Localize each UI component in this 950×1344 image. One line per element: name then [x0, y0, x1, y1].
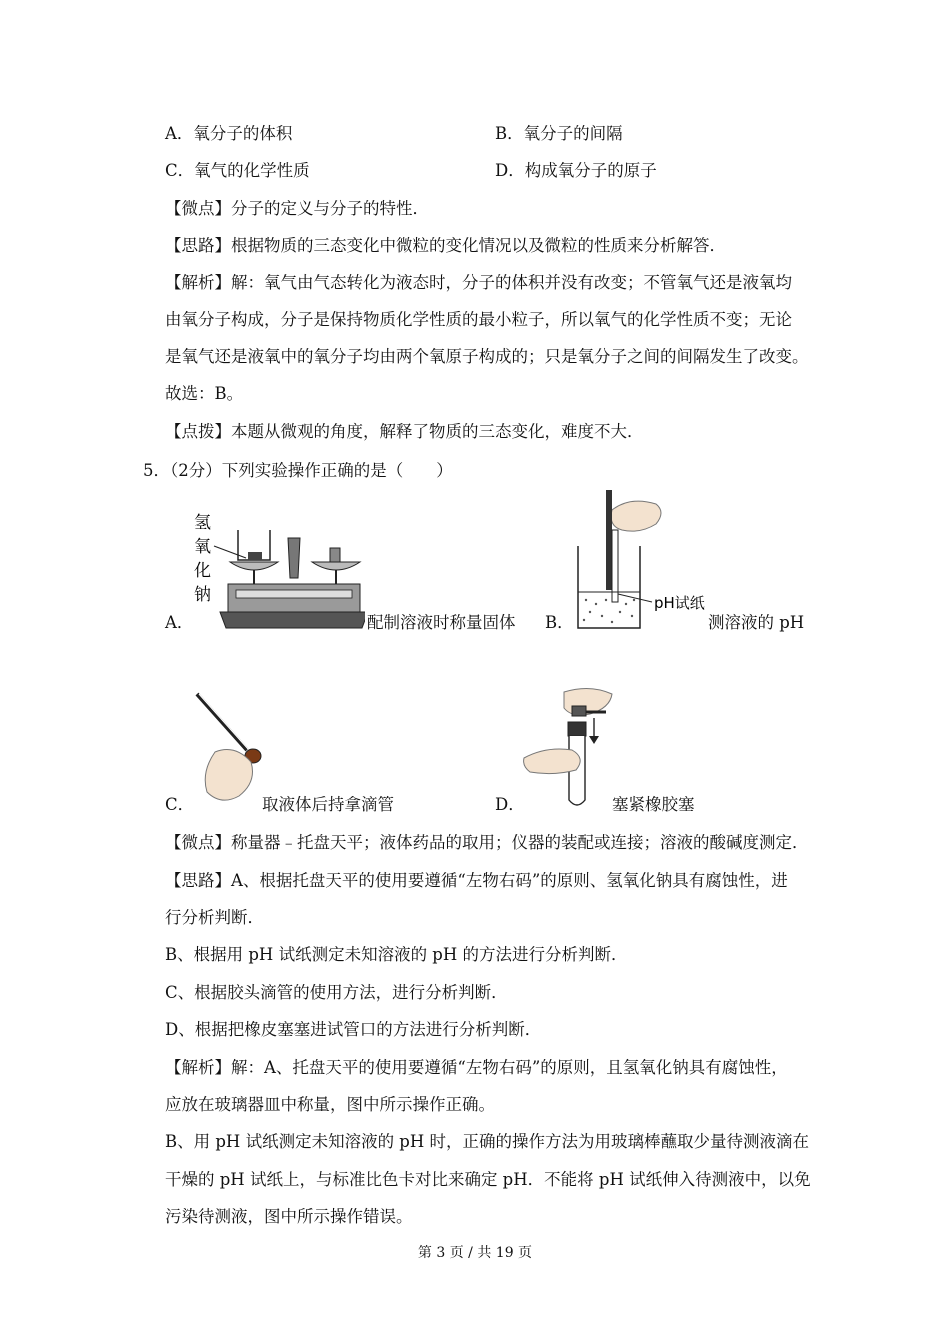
option-b-caption: 测溶液的 pH [708, 613, 805, 632]
option-c-caption: 取液体后持拿滴管 [262, 795, 394, 814]
q4-weidian: 【微点】分子的定义与分子的特性． [165, 199, 429, 218]
q5-jiexi-a-line-1: 【解析】解：A、托盘天平的使用要遵循“左物右码”的原则，且氢氧化钠具有腐蚀性， [165, 1058, 788, 1077]
fig-char-4: 钠 [194, 585, 211, 605]
q5-silu-c: C、根据胶头滴管的使用方法，进行分析判断． [165, 983, 508, 1002]
q5-jiexi-a-line-2: 应放在玻璃器皿中称量，图中所示操作正确。 [165, 1095, 495, 1114]
q5-weidian: 【微点】称量器﹣托盘天平；液体药品的取用；仪器的装配或连接；溶液的酸碱度测定． [165, 833, 809, 852]
option-a: A．氧分子的体积 [165, 124, 293, 143]
q5-jiexi-b-line-3: 污染待测液，图中所示操作错误。 [165, 1207, 413, 1226]
q4-jiexi-line-2: 由氧分子构成，分子是保持物质化学性质的最小粒子，所以氧气的化学性质不变；无论 [165, 310, 792, 329]
q4-jiexi-line-3: 是氧气还是液氧中的氧分子均由两个氧原子构成的；只是氧分子之间的间隔发生了改变。 [165, 347, 809, 366]
q5-silu-line-2: 行分析判断． [165, 908, 264, 927]
q5-silu-line-1: 【思路】A、根据托盘天平的使用要遵循“左物右码”的原则、氢氧化钠具有腐蚀性，进 [165, 871, 788, 890]
figure-dropper [195, 692, 265, 812]
option-a-label: A． [165, 613, 194, 632]
option-c: C．氧气的化学性质 [165, 161, 310, 180]
naoh-label [194, 513, 211, 605]
option-b-label: B． [545, 613, 574, 632]
q5-jiexi-b-line-2: 干燥的 pH 试纸上，与标准比色卡对比来确定 pH．不能将 pH 试纸伸入待测液中，以免 [165, 1170, 811, 1189]
ph-paper-label: pH试纸 [654, 594, 705, 612]
option-b: B．氧分子的间隔 [495, 124, 623, 143]
q5-stem: 5．（2分）下列实验操作正确的是（ ） [143, 461, 453, 480]
figure-ph-test [570, 490, 710, 632]
fig-char-3: 化 [194, 561, 211, 581]
q5-silu-d: D、根据把橡皮塞塞进试管口的方法进行分析判断． [165, 1020, 542, 1039]
fig-char-1: 氢 [194, 513, 211, 533]
option-c-label: C． [165, 795, 195, 814]
option-d: D．构成氧分子的原子 [495, 161, 657, 180]
q5-jiexi-b-line-1: B、用 pH 试纸测定未知溶液的 pH 时，正确的操作方法为用玻璃棒蘸取少量待测液滴在 [165, 1132, 810, 1151]
fig-char-2: 氧 [194, 537, 211, 557]
figure-balance [190, 508, 365, 633]
q5-silu-b: B、根据用 pH 试纸测定未知溶液的 pH 的方法进行分析判断． [165, 945, 628, 964]
q4-dianbo: 【点拨】本题从微观的角度，解释了物质的三态变化，难度不大． [165, 422, 644, 441]
option-d-caption: 塞紧橡胶塞 [612, 795, 695, 814]
figure-stopper [520, 684, 620, 814]
q4-jiexi-line-4: 故选：B。 [165, 384, 244, 403]
page-footer: 第 3 页 / 共 19 页 [417, 1245, 533, 1261]
option-d-label: D． [495, 795, 525, 814]
q4-jiexi-line-1: 【解析】解：氧气由气态转化为液态时，分子的体积并没有改变；不管氧气还是液氧均 [165, 273, 792, 292]
q4-silu: 【思路】根据物质的三态变化中微粒的变化情况以及微粒的性质来分析解答． [165, 236, 726, 255]
option-a-caption: 配制溶液时称量固体 [367, 613, 516, 632]
